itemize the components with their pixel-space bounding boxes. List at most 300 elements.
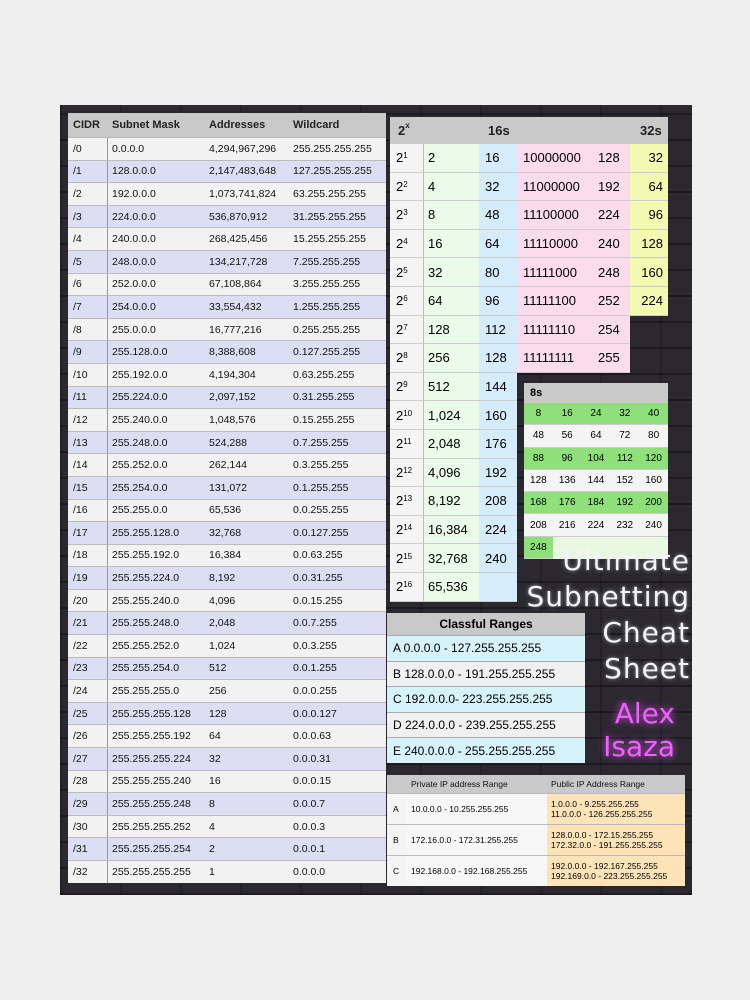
wildcard-cell: 7.255.255.255: [293, 255, 361, 268]
wildcard-cell: 0.127.255.255: [293, 346, 361, 359]
power-base: 2: [396, 293, 404, 309]
public-range-line: 128.0.0.0 - 172.15.255.255: [551, 830, 654, 840]
cidr-row: [68, 815, 386, 838]
header-power: 2$^x$: [398, 121, 410, 138]
cidr-row: [68, 499, 386, 522]
sixteens-cell: 96: [479, 287, 517, 316]
power-row: [390, 173, 668, 202]
addresses-cell: 8,192: [209, 572, 236, 585]
wildcard-cell: 0.63.255.255: [293, 368, 355, 381]
cidr-row: [68, 318, 386, 341]
cidr-row: [68, 250, 386, 273]
header-wildcard: Wildcard: [293, 119, 340, 131]
wildcard-cell: 0.0.0.3: [293, 820, 326, 833]
cidr-cell: /28: [68, 771, 108, 793]
wildcard-cell: 0.15.255.255: [293, 413, 355, 426]
cidr-cell: /15: [68, 477, 108, 499]
wildcard-cell: 0.0.0.7: [293, 798, 326, 811]
value-cell: 64: [424, 287, 479, 316]
eights-cell: 232: [610, 514, 639, 536]
addresses-cell: 256: [209, 685, 227, 698]
eights-cell: 168: [524, 492, 553, 514]
mask-cell: 255.192.0.0: [112, 368, 168, 381]
wildcard-cell: 255.255.255.255: [293, 142, 372, 155]
power-cell: [390, 173, 424, 202]
thirtytwos-cell: 224: [630, 287, 668, 316]
wildcard-cell: 0.1.255.255: [293, 481, 349, 494]
power-exponent: 11: [403, 437, 412, 447]
sixteens-cell: 80: [479, 258, 517, 287]
power-exponent: 3: [403, 208, 408, 218]
cidr-row: [68, 476, 386, 499]
mask-cell: 255.255.192.0: [112, 549, 180, 562]
power-exponent: 9: [403, 380, 408, 390]
public-range-cell: [547, 856, 685, 886]
title-line: Sheet: [604, 652, 690, 685]
power-cell: [390, 430, 424, 459]
addresses-cell: 65,536: [209, 504, 242, 517]
power-base: 2: [396, 493, 404, 509]
mask-cell: 0.0.0.0: [112, 142, 145, 155]
eights-cell: 136: [553, 470, 582, 492]
addresses-cell: 268,425,456: [209, 233, 268, 246]
power-exponent: 4: [403, 237, 408, 247]
cidr-row: [68, 205, 386, 228]
ip-class-cell: A: [387, 794, 407, 824]
private-header: Private IP address Range: [411, 779, 508, 789]
binary-cell: 10000000: [517, 144, 593, 173]
cidr-row: [68, 431, 386, 454]
binary-cell: 11111111: [517, 344, 593, 373]
mask-cell: 255.255.128.0: [112, 526, 180, 539]
addresses-cell: 128: [209, 707, 227, 720]
mask-cell: 192.0.0.0: [112, 187, 156, 200]
mask-cell: 255.128.0.0: [112, 346, 168, 359]
wildcard-cell: 0.0.0.0: [293, 865, 326, 878]
sixteens-cell: 64: [479, 230, 517, 259]
classful-title: Classful Ranges: [387, 613, 585, 635]
power-row: [390, 487, 517, 516]
cidr-cell: /6: [68, 274, 108, 296]
value-cell: 32,768: [424, 544, 479, 573]
mask-cell: 254.0.0.0: [112, 300, 156, 313]
power-row: [390, 373, 517, 402]
mask-cell: 255.255.255.128: [112, 707, 191, 720]
sixteens-cell: 208: [479, 487, 517, 516]
power-cell: [390, 344, 424, 373]
eights-cell: 216: [553, 514, 582, 536]
cidr-cell: /8: [68, 319, 108, 341]
addresses-cell: 536,870,912: [209, 210, 268, 223]
power-base: 2: [396, 379, 404, 395]
thirtytwos-cell: 96: [630, 201, 668, 230]
wildcard-cell: 127.255.255.255: [293, 165, 372, 178]
power-cell: [390, 487, 424, 516]
power-row: [390, 430, 517, 459]
eights-cell: 96: [553, 448, 582, 470]
addresses-cell: 2: [209, 843, 215, 856]
value-cell: 65,536: [424, 573, 479, 602]
public-header: Public IP Address Range: [551, 779, 645, 789]
eights-cell: 208: [524, 514, 553, 536]
power-exponent: 5: [403, 265, 408, 275]
value-cell: 16: [424, 230, 479, 259]
eights-cell: 72: [610, 425, 639, 447]
eights-cell: 120: [639, 448, 668, 470]
wildcard-cell: 0.0.31.255: [293, 572, 343, 585]
classful-row: D 224.0.0.0 - 239.255.255.255: [387, 712, 585, 738]
power-base: 2: [396, 321, 404, 337]
addresses-cell: 1,048,576: [209, 413, 256, 426]
cidr-cell: /5: [68, 251, 108, 273]
wildcard-cell: 0.0.1.255: [293, 662, 337, 675]
ip-range-row: [387, 824, 685, 855]
mask-cell: 255.252.0.0: [112, 459, 168, 472]
cidr-cell: /11: [68, 387, 108, 409]
mask-octet-cell: 255: [593, 344, 630, 373]
cidr-cell: /27: [68, 748, 108, 770]
author-first: Alex: [614, 697, 675, 730]
mask-octet-cell: 224: [593, 201, 630, 230]
author-last: Isaza: [603, 730, 675, 763]
power-cell: [390, 573, 424, 602]
sixteens-cell: 240: [479, 544, 517, 573]
addresses-cell: 8,388,608: [209, 346, 256, 359]
eights-cell: 56: [553, 425, 582, 447]
cidr-row: [68, 657, 386, 680]
thirtytwos-cell: 32: [630, 144, 668, 173]
ip-class-cell: C: [387, 856, 407, 886]
mask-cell: 128.0.0.0: [112, 165, 156, 178]
cidr-row: [68, 227, 386, 250]
cidr-row: [68, 837, 386, 860]
addresses-cell: 2,097,152: [209, 391, 256, 404]
eights-cell: 128: [524, 470, 553, 492]
power-exponent: 16: [403, 580, 413, 590]
power-cell: [390, 544, 424, 573]
eights-cell: 248: [524, 537, 553, 559]
power-exponent: 6: [403, 294, 408, 304]
power-row: [390, 344, 630, 373]
classful-row: C 192.0.0.0- 223.255.255.255: [387, 686, 585, 712]
eights-cell: 184: [582, 492, 611, 514]
wildcard-cell: 0.0.63.255: [293, 549, 343, 562]
power-cell: [390, 459, 424, 488]
public-range-line: 11.0.0.0 - 126.255.255.255: [551, 809, 653, 819]
mask-cell: 255.254.0.0: [112, 481, 168, 494]
cidr-cell: /21: [68, 612, 108, 634]
power-base: 2: [396, 550, 404, 566]
power-base: 2: [396, 464, 404, 480]
mask-octet-cell: 128: [593, 144, 630, 173]
cidr-cell: /17: [68, 522, 108, 544]
mask-cell: 255.255.240.0: [112, 594, 180, 607]
addresses-cell: 4,096: [209, 594, 236, 607]
sixteens-cell: 160: [479, 401, 517, 430]
addresses-cell: 1,024: [209, 639, 236, 652]
power-row: [390, 144, 668, 173]
cidr-row: [68, 747, 386, 770]
addresses-cell: 32,768: [209, 526, 242, 539]
cidr-cell: /2: [68, 183, 108, 205]
cidr-cell: /29: [68, 793, 108, 815]
addresses-cell: 524,288: [209, 436, 247, 449]
wildcard-cell: 0.0.0.15: [293, 775, 331, 788]
wildcard-cell: 0.0.15.255: [293, 594, 343, 607]
mask-cell: 255.255.0.0: [112, 504, 168, 517]
thirtytwos-cell: 128: [630, 230, 668, 259]
mask-cell: 255.0.0.0: [112, 323, 156, 336]
ip-class-cell: B: [387, 825, 407, 855]
power-cell: [390, 373, 424, 402]
value-cell: 256: [424, 344, 479, 373]
value-cell: 2,048: [424, 430, 479, 459]
addresses-cell: 262,144: [209, 459, 247, 472]
mask-cell: 255.255.248.0: [112, 617, 180, 630]
cidr-row: [68, 137, 386, 160]
cidr-row: [68, 408, 386, 431]
eights-cell: 80: [639, 425, 668, 447]
power-base: 2: [396, 178, 404, 194]
addresses-cell: 33,554,432: [209, 300, 262, 313]
eights-cell: 8: [524, 403, 553, 425]
addresses-cell: 134,217,728: [209, 255, 268, 268]
mask-octet-cell: 240: [593, 230, 630, 259]
power-exponent: 13: [403, 494, 413, 504]
cidr-cell: /18: [68, 545, 108, 567]
eights-cell: 40: [639, 403, 668, 425]
power-cell: [390, 258, 424, 287]
eights-cell: 24: [582, 403, 611, 425]
wildcard-cell: 0.0.0.127: [293, 707, 337, 720]
eights-grid: [524, 403, 668, 559]
addresses-cell: 2,048: [209, 617, 236, 630]
cidr-cell: /31: [68, 838, 108, 860]
cidr-row: [68, 544, 386, 567]
cidr-cell: /1: [68, 161, 108, 183]
eights-cell: 240: [639, 514, 668, 536]
mask-cell: 255.255.255.224: [112, 752, 191, 765]
thirtytwos-cell: 160: [630, 258, 668, 287]
cidr-row: [68, 702, 386, 725]
power-cell: [390, 516, 424, 545]
cidr-row: [68, 363, 386, 386]
public-range-line: 192.0.0.0 - 192.167.255.255: [551, 861, 658, 871]
addresses-cell: 67,108,864: [209, 278, 262, 291]
value-cell: 16,384: [424, 516, 479, 545]
power-exponent: 7: [403, 322, 408, 332]
value-cell: 4,096: [424, 459, 479, 488]
eights-cell: 192: [610, 492, 639, 514]
sixteens-cell: 128: [479, 344, 517, 373]
power-exponent: 14: [403, 523, 413, 533]
mask-cell: 255.255.255.255: [112, 865, 191, 878]
mask-octet-cell: 248: [593, 258, 630, 287]
binary-cell: 11000000: [517, 173, 593, 202]
cidr-table-header: [68, 113, 386, 137]
mask-cell: 255.255.252.0: [112, 639, 180, 652]
sixteens-cell: 176: [479, 430, 517, 459]
binary-cell: 11110000: [517, 230, 593, 259]
cidr-row: [68, 521, 386, 544]
sixteens-cell: 192: [479, 459, 517, 488]
mask-cell: 248.0.0.0: [112, 255, 156, 268]
power-row: [390, 258, 668, 287]
power-exponent: 1: [403, 151, 408, 161]
mask-cell: 255.224.0.0: [112, 391, 168, 404]
wildcard-cell: 63.255.255.255: [293, 187, 366, 200]
value-cell: 512: [424, 373, 479, 402]
power-base: 2: [396, 522, 404, 538]
wildcard-cell: 0.255.255.255: [293, 323, 361, 336]
power-exponent: 15: [403, 551, 413, 561]
binary-cell: 11111100: [517, 287, 593, 316]
eights-table: [524, 383, 668, 559]
sixteens-cell: 224: [479, 516, 517, 545]
power-cell: [390, 144, 424, 173]
cidr-row: [68, 295, 386, 318]
cidr-row: [68, 792, 386, 815]
addresses-cell: 4,294,967,296: [209, 142, 277, 155]
addresses-cell: 64: [209, 730, 221, 743]
header-addresses: Addresses: [209, 119, 266, 131]
addresses-cell: 1,073,741,824: [209, 187, 277, 200]
eights-cell: 64: [582, 425, 611, 447]
sixteens-cell: 144: [479, 373, 517, 402]
power-exponent: 8: [403, 351, 408, 361]
header-32s: 32s: [640, 123, 662, 138]
mask-cell: 255.255.255.0: [112, 685, 180, 698]
power-base: 2: [396, 407, 404, 423]
power-exponent: 2: [403, 179, 408, 189]
mask-cell: 252.0.0.0: [112, 278, 156, 291]
cidr-cell: /25: [68, 703, 108, 725]
wildcard-cell: 15.255.255.255: [293, 233, 366, 246]
power-base: 2: [396, 150, 404, 166]
addresses-cell: 16,777,216: [209, 323, 262, 336]
mask-cell: 240.0.0.0: [112, 233, 156, 246]
cidr-row: [68, 273, 386, 296]
cidr-row: [68, 160, 386, 183]
addresses-cell: 512: [209, 662, 227, 675]
power-row: [390, 459, 517, 488]
mask-cell: 255.248.0.0: [112, 436, 168, 449]
cidr-row: [68, 386, 386, 409]
mask-cell: 255.255.254.0: [112, 662, 180, 675]
addresses-cell: 4,194,304: [209, 368, 256, 381]
mask-cell: 255.255.255.192: [112, 730, 191, 743]
addresses-cell: 16,384: [209, 549, 242, 562]
mask-cell: 255.255.255.240: [112, 775, 191, 788]
public-range-cell: [547, 794, 685, 824]
cidr-row: [68, 860, 386, 883]
mask-cell: 255.240.0.0: [112, 413, 168, 426]
title-line: Ultimate: [562, 544, 690, 577]
addresses-cell: 2,147,483,648: [209, 165, 277, 178]
private-range-cell: 10.0.0.0 - 10.255.255.255: [407, 794, 547, 824]
value-cell: 8,192: [424, 487, 479, 516]
cidr-cell: /23: [68, 658, 108, 680]
power-cell: [390, 316, 424, 345]
private-range-cell: 192.168.0.0 - 192.168.255.255: [407, 856, 547, 886]
cidr-cell: /12: [68, 409, 108, 431]
header-cidr: CIDR: [73, 119, 100, 131]
mask-octet-cell: 254: [593, 316, 630, 345]
eights-cell: 48: [524, 425, 553, 447]
cidr-cell: /14: [68, 454, 108, 476]
wildcard-cell: 0.7.255.255: [293, 436, 349, 449]
title-line: Subnetting: [526, 580, 690, 613]
wildcard-cell: 0.0.3.255: [293, 639, 337, 652]
eights-cell: 160: [639, 470, 668, 492]
mask-cell: 255.255.255.252: [112, 820, 191, 833]
addresses-cell: 1: [209, 865, 215, 878]
eights-cell: 32: [610, 403, 639, 425]
public-range-line: 172.32.0.0 - 191.255.255.255: [551, 840, 663, 850]
addresses-cell: 8: [209, 798, 215, 811]
power-row: [390, 516, 517, 545]
power-base: 2: [396, 236, 404, 252]
power-base: 2: [396, 207, 404, 223]
classful-row: A 0.0.0.0 - 127.255.255.255: [387, 635, 585, 661]
power-exponent: 10: [403, 408, 413, 418]
value-cell: 4: [424, 173, 479, 202]
cidr-cell: /13: [68, 432, 108, 454]
eights-cell: 88: [524, 448, 553, 470]
wildcard-cell: 3.255.255.255: [293, 278, 361, 291]
sixteens-cell: 32: [479, 173, 517, 202]
cidr-row: [68, 589, 386, 612]
power-row: [390, 287, 668, 316]
addresses-cell: 16: [209, 775, 221, 788]
power-row: [390, 316, 630, 345]
eights-cell: 104: [582, 448, 611, 470]
eights-title: 8s: [524, 383, 668, 403]
cidr-table: [68, 113, 386, 883]
mask-octet-cell: 252: [593, 287, 630, 316]
power-base: 2: [396, 350, 404, 366]
classful-row: B 128.0.0.0 - 191.255.255.255: [387, 661, 585, 687]
cidr-cell: /3: [68, 206, 108, 228]
cidr-cell: /4: [68, 228, 108, 250]
mask-cell: 224.0.0.0: [112, 210, 156, 223]
cidr-cell: /0: [68, 138, 108, 160]
public-range-cell: [547, 825, 685, 855]
value-cell: 128: [424, 316, 479, 345]
sixteens-cell: 16: [479, 144, 517, 173]
mask-cell: 255.255.224.0: [112, 572, 180, 585]
power-cell: [390, 230, 424, 259]
cidr-row: [68, 634, 386, 657]
wildcard-cell: 31.255.255.255: [293, 210, 366, 223]
classful-row: E 240.0.0.0 - 255.255.255.255: [387, 737, 585, 763]
value-cell: 8: [424, 201, 479, 230]
cidr-cell: /7: [68, 296, 108, 318]
cidr-cell: /16: [68, 500, 108, 522]
eights-cell: 152: [610, 470, 639, 492]
cidr-cell: /22: [68, 635, 108, 657]
cidr-cell: /26: [68, 725, 108, 747]
eights-cell: 224: [582, 514, 611, 536]
power-cell: [390, 401, 424, 430]
eights-cell: 144: [582, 470, 611, 492]
header-subnet-mask: Subnet Mask: [112, 119, 180, 131]
cidr-row: [68, 453, 386, 476]
cidr-cell: /24: [68, 680, 108, 702]
ip-range-body: [387, 793, 685, 886]
eights-cell: 112: [610, 448, 639, 470]
binary-cell: 11111000: [517, 258, 593, 287]
